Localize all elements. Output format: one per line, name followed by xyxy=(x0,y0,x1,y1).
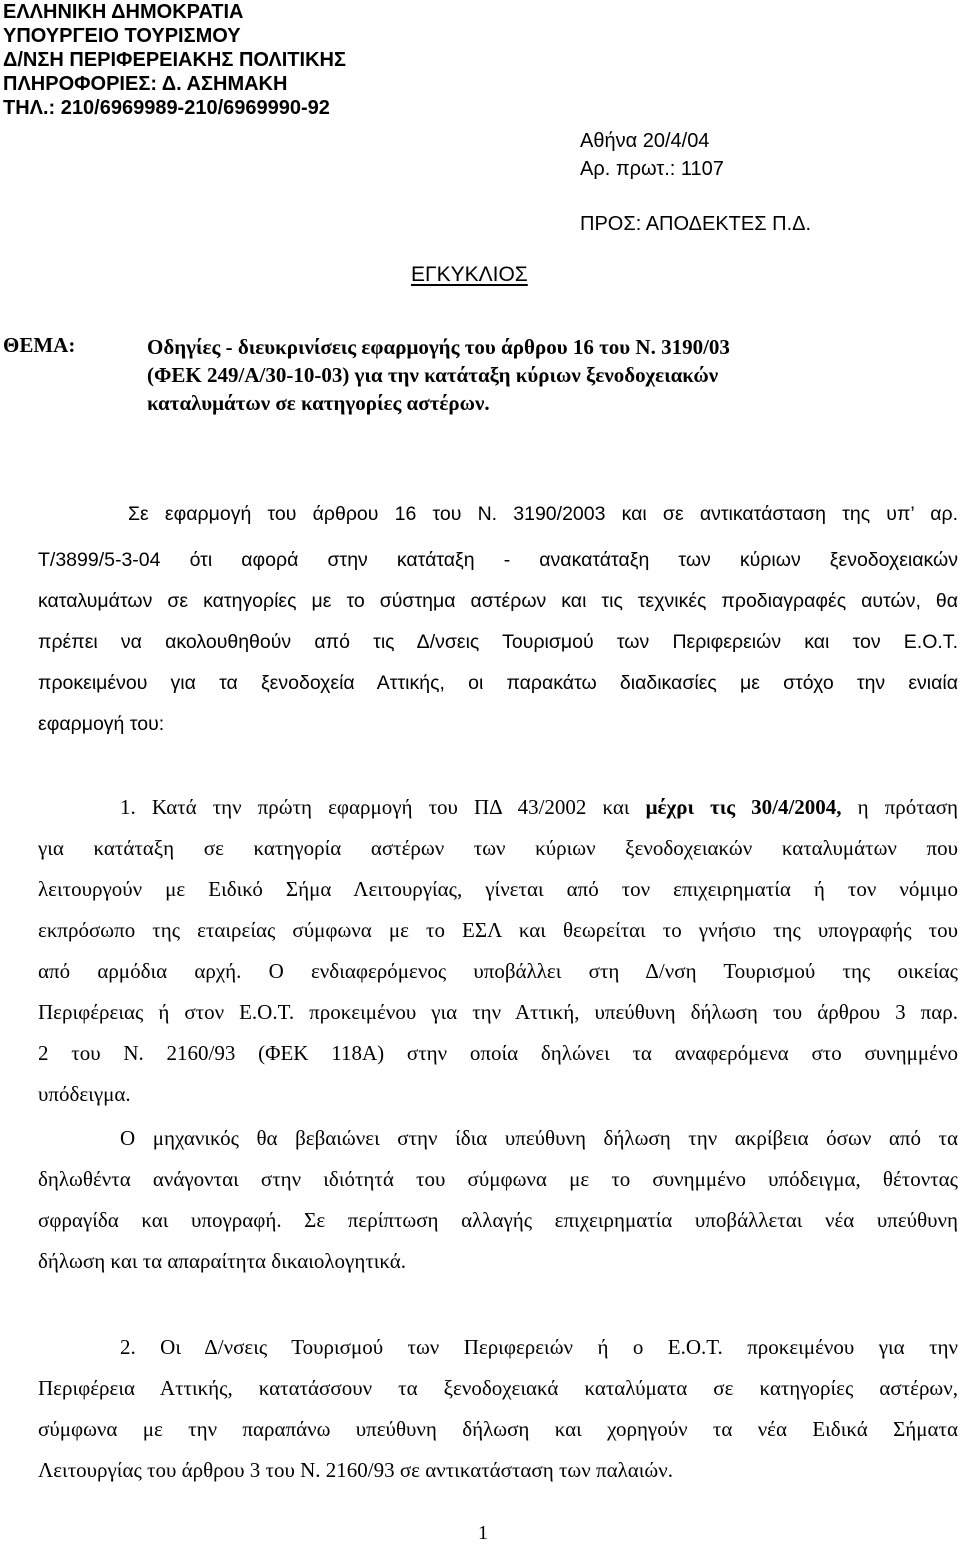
letterhead-directorate: Δ/ΝΣΗ ΠΕΡΙΦΕΡΕΙΑΚΗΣ ΠΟΛΙΤΙΚΗΣ xyxy=(3,49,346,71)
item1-first-line-end: η πρόταση xyxy=(857,795,958,819)
subject-line: Οδηγίες - διευκρινίσεις εφαρμογής του άρθρου 16 του Ν. 3190/03 xyxy=(147,335,730,359)
subject-label: ΘΕΜΑ: xyxy=(3,333,76,357)
engineer-line: Ο μηχανικός θα βεβαιώνει στην ίδια υπεύθυνη δήλωση την ακρίβεια όσων από τα xyxy=(120,1126,958,1150)
recipients: ΠΡΟΣ: ΑΠΟΔΕΚΤΕΣ Π.Δ. xyxy=(580,213,812,235)
item2-line: Λειτουργίας του άρθρου 3 του Ν. 2160/93 σε αντικατάσταση των παλαιών. xyxy=(38,1458,673,1482)
item1-first-line xyxy=(120,794,958,820)
letterhead-ministry: ΥΠΟΥΡΓΕΙΟ ΤΟΥΡΙΣΜΟΥ xyxy=(3,25,241,47)
item2-line: σύμφωνα με την παραπάνω υπεύθυνη δήλωση και χορηγούν τα νέα Ειδικά Σήματα xyxy=(38,1417,958,1441)
item1-line: για κατάταξη σε κατηγορία αστέρων των κύριων ξενοδοχειακών καταλυμάτων που xyxy=(38,836,958,860)
subject-text xyxy=(147,333,847,417)
item1-line: Περιφέρειας ή στον Ε.Ο.Τ. προκειμένου για την Αττική, υπεύθυνη δήλωση του άρθρου 3 παρ. xyxy=(38,1000,958,1024)
letterhead-contact-person: ΠΛΗΡΟΦΟΡΙΕΣ: Δ. ΑΣΗΜΑΚΗ xyxy=(3,73,288,95)
letterhead-phone: ΤΗΛ.: 210/6969989-210/6969990-92 xyxy=(3,97,330,119)
letterhead xyxy=(3,0,346,120)
item1-first-line-start: 1. Κατά την πρώτη εφαρμογή του ΠΔ 43/2002 και xyxy=(120,795,630,819)
item1-line: από αρμόδια αρχή. Ο ενδιαφερόμενος υποβάλλει στη Δ/νση Τουρισμού της οικείας xyxy=(38,959,958,983)
intro-line: Σε εφαρμογή του άρθρου 16 του Ν. 3190/2003 και σε αντικατάσταση της υπ’ αρ. xyxy=(128,503,958,525)
page-number: 1 xyxy=(478,1522,488,1544)
item1-line: υπόδειγμα. xyxy=(38,1082,131,1106)
letterhead-republic: ΕΛΛΗΝΙΚΗ ΔΗΜΟΚΡΑΤΙΑ xyxy=(3,1,244,23)
circular-title: ΕΓΚΥΚΛΙΟΣ xyxy=(411,263,528,286)
subject-line: καταλυμάτων σε κατηγορίες αστέρων. xyxy=(147,391,490,415)
engineer-line: δήλωση και τα απαραίτητα δικαιολογητικά. xyxy=(38,1249,407,1273)
document-date: Αθήνα 20/4/04 xyxy=(580,130,710,152)
item1-line: 2 του Ν. 2160/93 (ΦΕΚ 118Α) στην οποία δηλώνει τα αναφερόμενα στο συνημμένο xyxy=(38,1041,958,1065)
intro-line: πρέπει να ακολουθηθούν από τις Δ/νσεις Τουρισμού των Περιφερειών και τον Ε.Ο.Τ. xyxy=(38,631,958,653)
intro-line: Τ/3899/5-3-04 ότι αφορά στην κατάταξη - ανακατάταξη των κύριων ξενοδοχειακών xyxy=(38,549,958,571)
intro-line: καταλυμάτων σε κατηγορίες με το σύστημα αστέρων και τις τεχνικές προδιαγραφές αυτών, θα xyxy=(38,590,958,612)
intro-line: προκειμένου για τα ξενοδοχεία Αττικής, οι παρακάτω διαδικασίες με στόχο την ενιαία xyxy=(38,672,958,694)
protocol-number: Αρ. πρωτ.: 1107 xyxy=(580,158,724,180)
item1-line: λειτουργούν με Ειδικό Σήμα Λειτουργίας, γίνεται από τον επιχειρηματία ή τον νόμιμο xyxy=(38,877,958,901)
subject-line: (ΦΕΚ 249/Α/30-10-03) για την κατάταξη κύριων ξενοδοχειακών xyxy=(147,363,719,387)
item2-line: 2. Οι Δ/νσεις Τουρισμού των Περιφερειών ή ο Ε.Ο.Τ. προκειμένου για την xyxy=(120,1335,958,1359)
engineer-line: σφραγίδα και υπογραφή. Σε περίπτωση αλλαγής επιχειρηματία υποβάλλεται νέα υπεύθυνη xyxy=(38,1208,958,1232)
engineer-line: δηλωθέντα ανάγονται στην ιδιότητά του σύμφωνα με το συνημμένο υπόδειγμα, θέτοντας xyxy=(38,1167,958,1191)
item1-line: εκπρόσωπο της εταιρείας σύμφωνα με το ΕΣΛ και θεωρείται το γνήσιο της υπογραφής του xyxy=(38,918,958,942)
intro-line: εφαρμογή του: xyxy=(38,713,165,735)
item2-line: Περιφέρεια Αττικής, κατατάσσουν τα ξενοδοχειακά καταλύματα σε κατηγορίες αστέρων, xyxy=(38,1376,958,1400)
item1-deadline: μέχρι τις 30/4/2004, xyxy=(645,795,842,819)
